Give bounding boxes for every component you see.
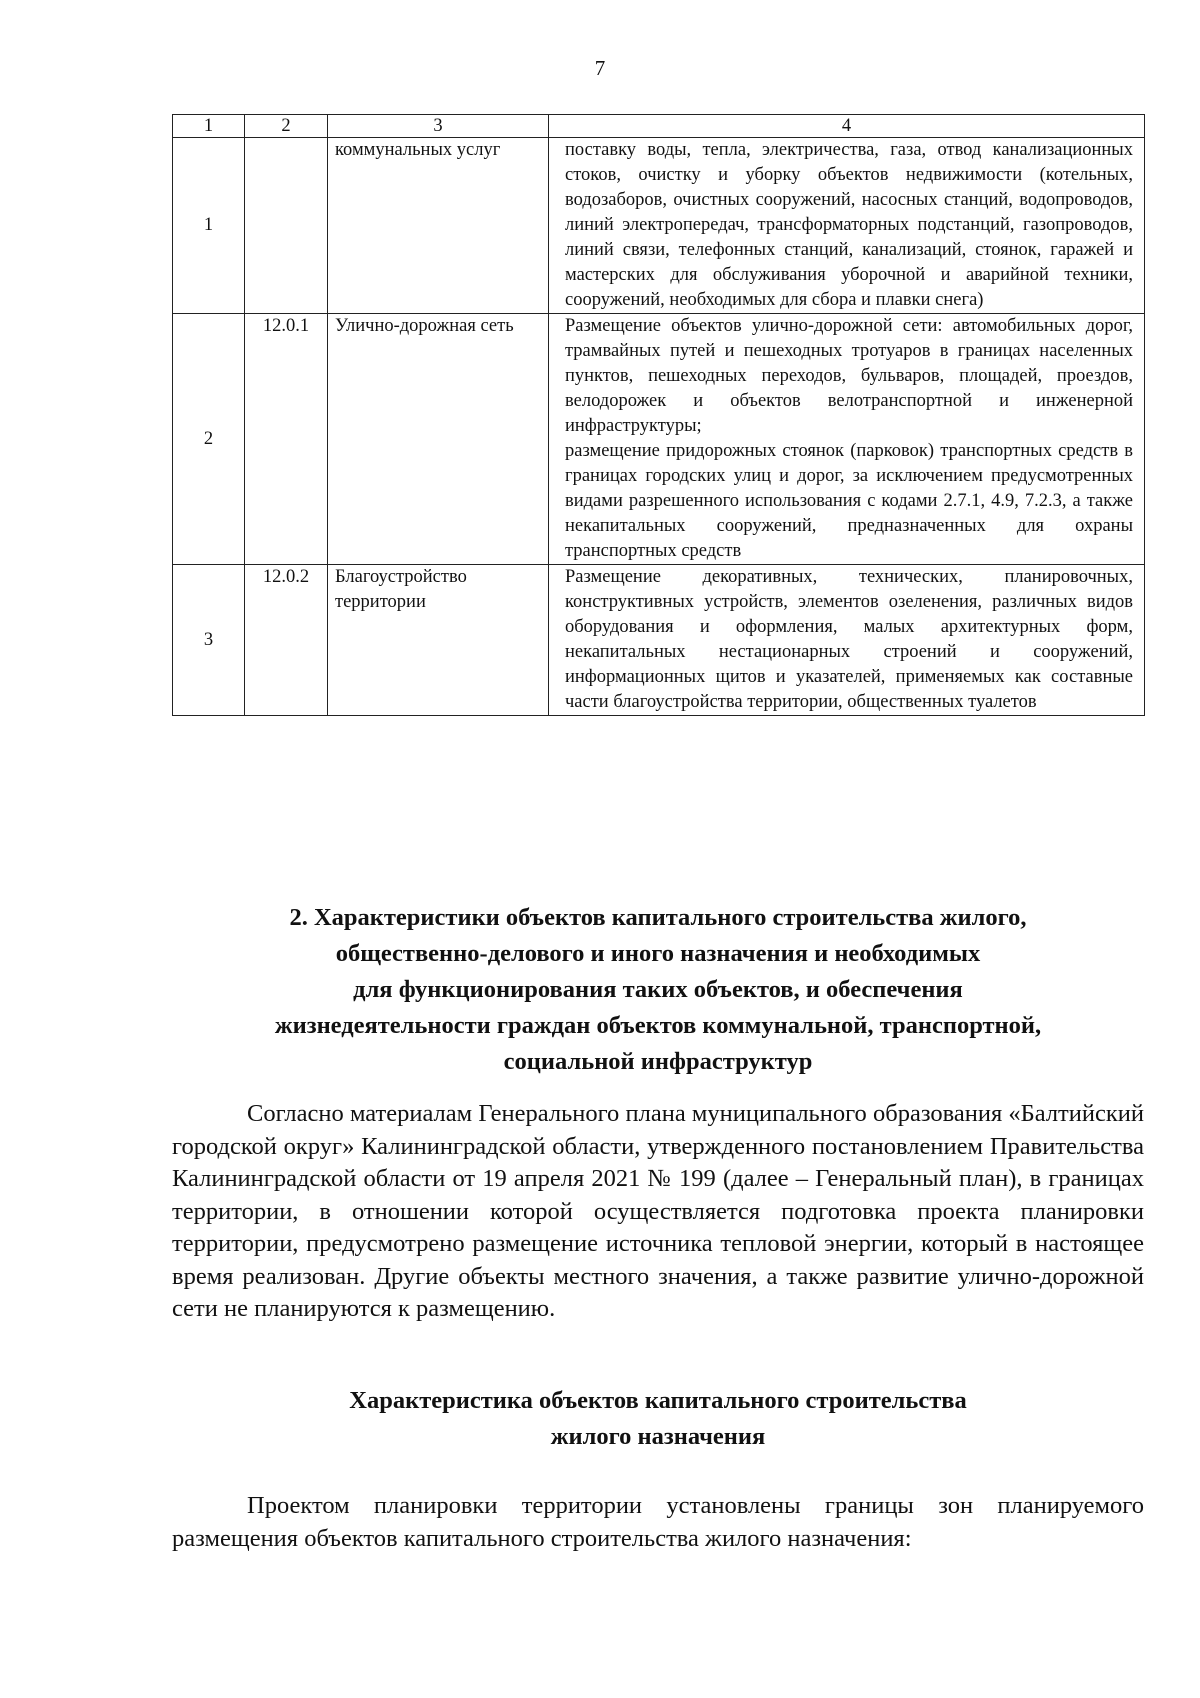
table-row xyxy=(173,138,1145,314)
row-number: 1 xyxy=(173,138,245,314)
column-header: 4 xyxy=(549,115,1145,138)
description-paragraph: Размещение декоративных, технических, планировочных, конструктивных устройств, элементов озеленения, различных видов оборудования и оформления, малых архитектурных форм, некапитальных нестационарных строений и сооружений, информационных щитов и указателей, применяемых как составные части благоустройства территории, общественных туалетов xyxy=(565,567,1133,712)
section-2-paragraph: Согласно материалам Генерального плана муниципального образования «Балтийский городской округ» Калининградской области, утвержденного постановлением Правительства Калининградской области от 19 апреля 2021 № 199 (далее – Генеральный план), в границах территории, в отношении которой осуществляется подготовка проекта планировки территории, предусмотрено размещение источника тепловой энергии, который в настоящее время реализован. Другие объекты местного значения, а также развитие улично-дорожной сети не планируются к размещению. xyxy=(172,1100,1144,1322)
heading-line: Характеристика объектов капитального строительства xyxy=(349,1387,967,1414)
table-row xyxy=(173,565,1145,716)
row-number: 2 xyxy=(173,314,245,565)
heading-line: общественно-делового и иного назначения и необходимых xyxy=(335,940,981,967)
subsection-heading xyxy=(172,1383,1144,1455)
row-code: 12.0.1 xyxy=(245,314,328,565)
section-2-heading xyxy=(172,900,1144,1080)
row-name: Улично-дорожная сеть xyxy=(328,314,549,565)
subsection-paragraph: Проектом планировки территории установлены границы зон планируемого размещения объектов капитального строительства жилого назначения: xyxy=(172,1492,1144,1552)
row-code xyxy=(245,138,328,314)
heading-line: жизнедеятельности граждан объектов коммунальной, транспортной, xyxy=(274,1012,1042,1039)
heading-line: 2. Характеристики объектов капитального строительства жилого, xyxy=(289,904,1027,931)
row-name: Благоустройство территории xyxy=(328,565,549,716)
row-description xyxy=(549,565,1145,716)
land-use-table xyxy=(172,114,1145,716)
table-row xyxy=(173,314,1145,565)
row-description xyxy=(549,314,1145,565)
column-header: 1 xyxy=(173,115,245,138)
column-header: 3 xyxy=(328,115,549,138)
column-header: 2 xyxy=(245,115,328,138)
row-description xyxy=(549,138,1145,314)
heading-line: социальной инфраструктур xyxy=(503,1048,813,1075)
description-paragraph: поставку воды, тепла, электричества, газа, отвод канализационных стоков, очистку и уборку объектов недвижимости (котельных, водозаборов, очистных сооружений, насосных станций, водопроводов, линий электропередач, трансформаторных подстанций, газопроводов, линий связи, телефонных станций, канализаций, стоянок, гаражей и мастерских для обслуживания уборочной и аварийной техники, сооружений, необходимых для сбора и плавки снега) xyxy=(565,140,1133,310)
page-number: 7 xyxy=(594,56,606,80)
heading-line: для функционирования таких объектов, и обеспечения xyxy=(353,976,963,1003)
description-paragraph: Размещение объектов улично-дорожной сети: автомобильных дорог, трамвайных путей и пешеходных тротуаров в границах населенных пунктов, пешеходных переходов, бульваров, площадей, проездов, велодорожек и объектов велотранспортной и инженерной инфраструктуры; xyxy=(565,316,1133,436)
row-code: 12.0.2 xyxy=(245,565,328,716)
row-number: 3 xyxy=(173,565,245,716)
heading-line: жилого назначения xyxy=(550,1423,766,1450)
table-header-row xyxy=(173,115,1145,138)
row-name: коммунальных услуг xyxy=(328,138,549,314)
description-paragraph: размещение придорожных стоянок (парковок) транспортных средств в границах городских улиц и дорог, за исключением предусмотренных видами разрешенного использования с кодами 2.7.1, 4.9, 7.2.3, а также некапитальных сооружений, предназначенных для охраны транспортных средств xyxy=(565,441,1133,561)
